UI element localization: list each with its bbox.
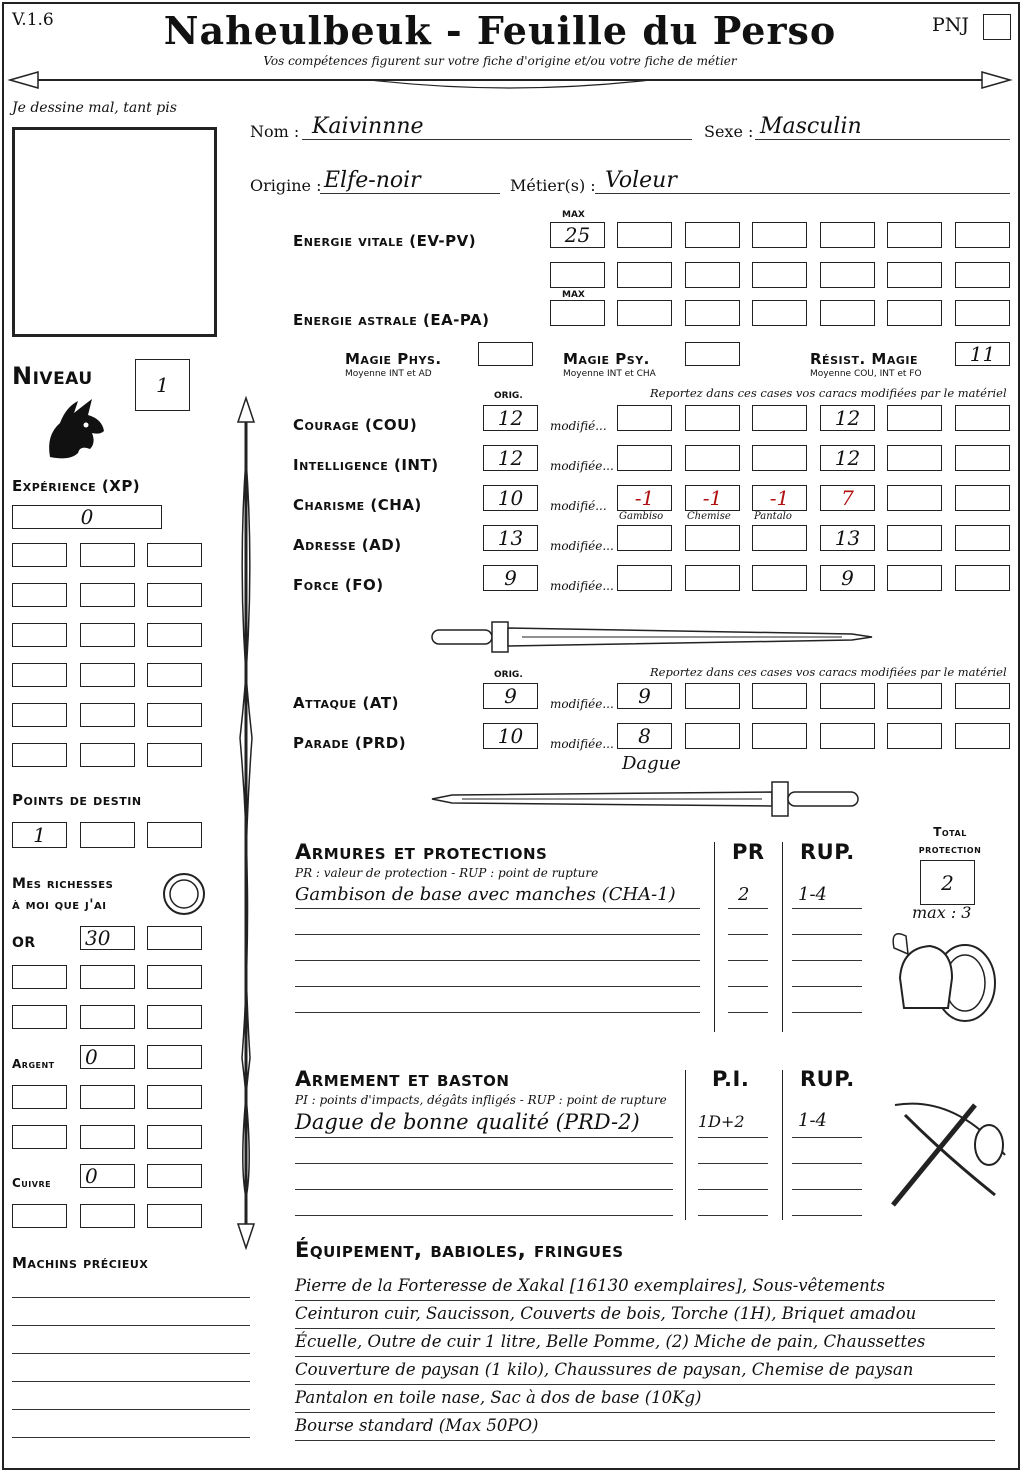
cuivre-value: 0 [85,1164,98,1188]
attaque-mod-value: 9 [638,684,651,708]
version-label: V.1.6 [12,10,54,30]
carac-mod-box[interactable] [820,445,875,471]
ev-box-row2[interactable] [820,262,875,288]
magie-psy-label: Magie Psy. [563,350,650,368]
ev-max-box[interactable] [550,222,605,248]
machins-line[interactable] [12,1325,250,1326]
pr-header: PR [732,840,765,864]
pnj-checkbox[interactable] [983,14,1011,40]
parade-note: Dague [622,753,681,774]
carac-mod-box[interactable] [685,485,740,511]
xp-box-cell[interactable] [147,543,202,567]
argent-label: Argent [12,1057,55,1071]
ev-box[interactable] [955,222,1010,248]
carac-orig-box[interactable] [483,525,538,551]
armures-divider-1 [714,842,715,1032]
xp-box-cell[interactable] [147,743,202,767]
ev-box-row2[interactable] [550,262,605,288]
magie-phys-label: Magie Phys. [345,350,442,368]
total-protection-value: 2 [941,870,954,895]
machins-line[interactable] [12,1297,250,1298]
ea-box[interactable] [955,300,1010,326]
attaque-orig-box[interactable] [483,683,538,709]
sexe-field[interactable] [755,114,1010,140]
combat-mod-box[interactable] [685,723,740,749]
equipement-title: Équipement, babioles, fringues [295,1238,624,1262]
sexe-label: Sexe : [704,122,754,141]
combat-mod-box[interactable] [887,723,942,749]
parade-label: Parade (PRD) [293,734,407,752]
equipement-text: Écuelle, Outre de cuir 1 litre, Belle Pomme, (2) Miche de pain, Chaussettes [295,1332,926,1351]
combat-mod-box[interactable] [752,723,807,749]
caracs-report-note: Reportez dans ces cases vos caracs modifiées par le matériel [650,386,1007,400]
argent-box[interactable] [80,1045,135,1069]
xp-box-cell[interactable] [147,703,202,727]
resist-magie-box[interactable] [955,342,1010,366]
ev-box[interactable] [887,222,942,248]
spear-divider-icon [10,66,1010,96]
niveau-value: 1 [156,373,169,397]
ev-max-value: 25 [564,223,591,247]
weapons-icon [885,1095,1010,1215]
armement-title: Armement et baston [295,1067,510,1091]
or-value: 30 [85,926,111,950]
cuivre-box-cell[interactable] [147,1204,202,1228]
ev-box[interactable] [685,222,740,248]
armure-pr-line[interactable] [728,908,768,909]
machins-label: Machins précieux [12,1254,149,1272]
cuivre-box-cell[interactable] [80,1204,135,1228]
arme-rup-line[interactable] [792,1189,862,1190]
carac-orig-value: 10 [497,486,524,510]
destin-box-1[interactable] [12,822,67,848]
carac-mod-box[interactable] [820,485,875,511]
richesses-label-2: à moi que j'ai [12,897,107,913]
carac-mod-box[interactable] [685,525,740,551]
carac-mod-value: 12 [834,406,861,430]
magie-psy-box[interactable] [685,342,740,366]
carac-mod-box[interactable] [820,565,875,591]
armure-pr-line[interactable] [728,960,768,961]
armement-rup-header: RUP. [800,1067,855,1091]
combat-mod-box[interactable] [820,723,875,749]
armure-line[interactable] [295,934,700,935]
arme-line[interactable] [295,1215,673,1216]
page-subtitle: Vos compétences figurent sur votre fiche d'origine et/ou votre fiche de métier [263,54,737,68]
xp-value: 0 [80,505,94,529]
combat-mod-box[interactable] [752,683,807,709]
carac-mod-box[interactable] [820,525,875,551]
carac-mod-box[interactable] [752,525,807,551]
carac-mod-box[interactable] [887,405,942,431]
total-protection-box[interactable] [920,860,975,905]
carac-label: Intelligence (INT) [293,456,439,474]
carac-mod-box[interactable] [955,565,1010,591]
cha-note: Chemise [687,511,731,522]
combat-mod-box[interactable] [955,683,1010,709]
origine-value: Elfe-noir [324,168,421,193]
xp-box[interactable] [12,505,162,529]
page-title: Naheulbeuk - Feuille du Perso [163,8,837,53]
ea-box[interactable] [820,300,875,326]
carac-mod-box[interactable] [617,525,672,551]
machins-line[interactable] [12,1353,250,1354]
arme-pi-line[interactable] [698,1189,768,1190]
ea-max-box[interactable] [550,300,605,326]
sword-icon [432,618,872,658]
xp-box-cell[interactable] [12,663,67,687]
armures-sub: PR : valeur de protection - RUP : point de rupture [295,866,599,880]
destin-value: 1 [33,823,46,847]
total-protection-max: max : 3 [912,903,972,922]
carac-modifie-label: modifiée... [550,579,614,593]
carac-mod-box[interactable] [955,485,1010,511]
long-sword-icon [432,780,872,820]
nom-value: Kaivinnne [312,114,424,139]
armure-name: Gambison de base avec manches (CHA-1) [295,884,676,905]
helmet-shield-icon [890,928,1000,1028]
carac-mod-box[interactable] [752,445,807,471]
richesses-label-1: Mes richesses [12,876,114,892]
origine-label: Origine : [250,176,322,195]
armure-rup-line[interactable] [792,986,862,987]
or-box-cell[interactable] [147,1005,202,1029]
ea-max-label: MAX [562,290,585,300]
argent-box-2[interactable] [147,1045,202,1069]
resist-magie-label: Résist. Magie [810,350,919,368]
carac-orig-box[interactable] [483,565,538,591]
carac-label: Force (FO) [293,576,384,594]
arme-line[interactable] [295,1189,673,1190]
or-box[interactable] [80,926,135,950]
machins-line[interactable] [12,1437,250,1438]
orig-label: ORIG. [494,391,523,401]
xp-box-cell[interactable] [80,583,135,607]
arme-rup-line[interactable] [792,1215,862,1216]
carac-mod-box[interactable] [685,405,740,431]
armement-divider-2 [782,1070,783,1220]
ev-box-row2[interactable] [955,262,1010,288]
carac-mod-box[interactable] [617,485,672,511]
carac-modifie-label: modifiée... [550,459,614,473]
equipement-line[interactable] [295,1356,995,1357]
equipement-text: Pierre de la Forteresse de Xakal [16130 exemplaires], Sous-vêtements [295,1276,885,1295]
armures-divider-2 [782,842,783,1032]
armure-line[interactable] [295,960,700,961]
carac-mod-value: 12 [834,446,861,470]
ev-box[interactable] [752,222,807,248]
xp-box-cell[interactable] [147,663,202,687]
carac-mod-box[interactable] [887,525,942,551]
argent-box-cell[interactable] [80,1125,135,1149]
armure-rup-line[interactable] [792,1012,862,1013]
arme-pi-line[interactable] [698,1215,768,1216]
ev-box-row2[interactable] [617,262,672,288]
attaque-orig-value: 9 [504,684,517,708]
carac-mod-box[interactable] [887,445,942,471]
or-box-cell[interactable] [12,965,67,989]
magie-phys-sub: Moyenne INT et AD [345,369,432,379]
xp-box-cell[interactable] [80,743,135,767]
carac-mod-box[interactable] [887,565,942,591]
destin-label: Points de destin [12,791,142,809]
combat-mod-box[interactable] [955,723,1010,749]
or-box-cell[interactable] [147,965,202,989]
carac-orig-value: 12 [497,406,524,430]
ev-box[interactable] [617,222,672,248]
arme-rup-line[interactable] [792,1163,862,1164]
combat-mod-box[interactable] [685,683,740,709]
combat-mod-box[interactable] [820,683,875,709]
equipement-text: Couverture de paysan (1 kilo), Chaussures de paysan, Chemise de paysan [295,1360,914,1379]
portrait-box[interactable] [12,127,217,337]
magie-psy-value [686,343,739,365]
carac-mod-box[interactable] [820,405,875,431]
armure-pr-line[interactable] [728,1012,768,1013]
xp-box-cell[interactable] [12,703,67,727]
arme-pi: 1D+2 [698,1112,745,1131]
armure-pr-line[interactable] [728,934,768,935]
carac-mod-box[interactable] [617,445,672,471]
arme-pi-line[interactable] [698,1137,768,1138]
ev-box-row2[interactable] [887,262,942,288]
armure-line[interactable] [295,908,700,909]
or-box-cell[interactable] [80,1005,135,1029]
resist-magie-sub: Moyenne COU, INT et FO [810,369,922,379]
cha-note: Pantalo [754,511,792,522]
equipement-text: Pantalon en toile nase, Sac à dos de base (10Kg) [295,1388,702,1407]
argent-box-cell[interactable] [12,1085,67,1109]
xp-box-cell[interactable] [12,543,67,567]
armure-rup-line[interactable] [792,960,862,961]
carac-mod-value: -1 [634,486,655,510]
armement-sub: PI : points d'impacts, dégâts infligés - RUP : point de rupture [295,1093,667,1107]
combat-report-note: Reportez dans ces cases vos caracs modifiées par le matériel [650,665,1007,679]
attaque-mod-box[interactable] [617,683,672,709]
destin-box-2[interactable] [80,822,135,848]
ea-max-value [551,301,604,325]
ea-box[interactable] [617,300,672,326]
carac-orig-value: 13 [497,526,524,550]
carac-label: Courage (COU) [293,416,418,434]
arme-name: Dague de bonne qualité (PRD-2) [295,1110,640,1134]
carac-orig-box[interactable] [483,405,538,431]
arme-line[interactable] [295,1137,673,1138]
magie-phys-box[interactable] [478,342,533,366]
destin-box-3[interactable] [147,822,202,848]
carac-mod-value: 7 [841,486,854,510]
carac-mod-box[interactable] [955,405,1010,431]
carac-orig-box[interactable] [483,445,538,471]
carac-mod-value: 13 [834,526,861,550]
argent-box-cell[interactable] [12,1125,67,1149]
pi-header: P.I. [712,1067,750,1091]
carac-mod-box[interactable] [887,485,942,511]
portrait-caption: Je dessine mal, tant pis [12,100,177,116]
xp-box-cell[interactable] [12,623,67,647]
equipement-line[interactable] [295,1300,995,1301]
xp-box-cell[interactable] [80,663,135,687]
carac-orig-value: 12 [497,446,524,470]
or-box-cell[interactable] [80,965,135,989]
xp-label: Expérience (XP) [12,477,141,495]
armement-divider-1 [685,1070,686,1220]
ev-box-row2[interactable] [752,262,807,288]
total-protection-label-2: protection [918,842,982,856]
carac-mod-box[interactable] [617,565,672,591]
ev-max-label: MAX [562,210,585,220]
carac-modifie-label: modifié... [550,499,607,513]
carac-mod-box[interactable] [955,445,1010,471]
carac-mod-box[interactable] [752,405,807,431]
parade-orig-value: 10 [497,724,524,748]
equipement-line[interactable] [295,1384,995,1385]
xp-box-cell[interactable] [147,623,202,647]
carac-mod-value: -1 [702,486,723,510]
armures-title: Armures et protections [295,840,548,864]
armure-line[interactable] [295,986,700,987]
xp-box-cell[interactable] [80,703,135,727]
ev-label: Energie vitale (EV-PV) [293,232,477,250]
carac-mod-box[interactable] [685,565,740,591]
carac-label: Charisme (CHA) [293,496,422,514]
armure-line[interactable] [295,1012,700,1013]
carac-mod-box[interactable] [752,565,807,591]
parade-modifie-label: modifiée... [550,737,614,751]
xp-box-cell[interactable] [147,583,202,607]
or-box-cell[interactable] [12,1005,67,1029]
machins-line[interactable] [12,1409,250,1410]
metier-field[interactable] [595,168,1010,194]
combat-orig-label: ORIG. [494,670,523,680]
cuivre-label: Cuivre [12,1176,52,1190]
xp-box-cell[interactable] [80,623,135,647]
nom-field[interactable] [302,114,692,140]
armure-rup: 1-4 [798,884,827,905]
niveau-label: Niveau [12,362,93,390]
ea-label: Energie astrale (EA-PA) [293,311,490,329]
metier-label: Métier(s) : [510,176,596,195]
equipement-text: Bourse standard (Max 50PO) [295,1416,539,1435]
arme-pi-line[interactable] [698,1163,768,1164]
armure-pr-line[interactable] [728,986,768,987]
total-protection-label-1: Total [933,825,967,839]
ea-box[interactable] [685,300,740,326]
vertical-spear-icon [232,398,260,1248]
equipement-text: Ceinturon cuir, Saucisson, Couverts de bois, Torche (1H), Briquet amadou [295,1304,917,1323]
resist-magie-value: 11 [969,342,996,366]
machins-line[interactable] [12,1381,250,1382]
attaque-label: Attaque (AT) [293,694,399,712]
parade-orig-box[interactable] [483,723,538,749]
or-label: OR [12,935,36,951]
argent-box-cell[interactable] [147,1085,202,1109]
niveau-box[interactable] [135,359,190,411]
armure-rup-line[interactable] [792,934,862,935]
carac-orig-value: 9 [504,566,517,590]
ea-box[interactable] [887,300,942,326]
ev-box[interactable] [820,222,875,248]
argent-value: 0 [85,1045,98,1069]
metier-value: Voleur [605,168,677,193]
carac-mod-box[interactable] [955,525,1010,551]
carac-modifie-label: modifié... [550,419,607,433]
arme-rup-line[interactable] [792,1137,862,1138]
coin-icon [162,872,206,916]
carac-orig-box[interactable] [483,485,538,511]
carac-mod-value: -1 [769,486,790,510]
argent-box-cell[interactable] [147,1125,202,1149]
equipement-line[interactable] [295,1412,995,1413]
combat-mod-box[interactable] [887,683,942,709]
carac-modifie-label: modifiée... [550,539,614,553]
arme-line[interactable] [295,1163,673,1164]
arme-rup: 1-4 [798,1110,827,1131]
origine-field[interactable] [320,168,500,194]
equipement-line[interactable] [295,1440,995,1441]
cha-note: Gambiso [619,511,664,522]
sexe-value: Masculin [760,114,862,139]
magie-psy-sub: Moyenne INT et CHA [563,369,656,379]
magie-phys-value [479,343,532,365]
armure-pr: 2 [738,884,750,905]
attaque-modifie-label: modifiée... [550,697,614,711]
ea-box[interactable] [752,300,807,326]
equipement-line[interactable] [295,1328,995,1329]
parade-mod-value: 8 [638,724,651,748]
ev-box-row2[interactable] [685,262,740,288]
parade-mod-box[interactable] [617,723,672,749]
rup-header: RUP. [800,840,855,864]
xp-box-cell[interactable] [12,743,67,767]
or-box-2[interactable] [147,926,202,950]
argent-box-cell[interactable] [80,1085,135,1109]
cuivre-box[interactable] [80,1164,135,1188]
carac-mod-box[interactable] [617,405,672,431]
pnj-label: PNJ [932,14,970,36]
carac-mod-value: 9 [841,566,854,590]
carac-label: Adresse (AD) [293,536,402,554]
armure-rup-line[interactable] [792,908,862,909]
carac-mod-box[interactable] [685,445,740,471]
nom-label: Nom : [250,122,300,141]
cuivre-box-cell[interactable] [12,1204,67,1228]
carac-mod-box[interactable] [752,485,807,511]
xp-box-cell[interactable] [12,583,67,607]
xp-box-cell[interactable] [80,543,135,567]
dragon-icon [40,395,110,465]
cuivre-box-2[interactable] [147,1164,202,1188]
